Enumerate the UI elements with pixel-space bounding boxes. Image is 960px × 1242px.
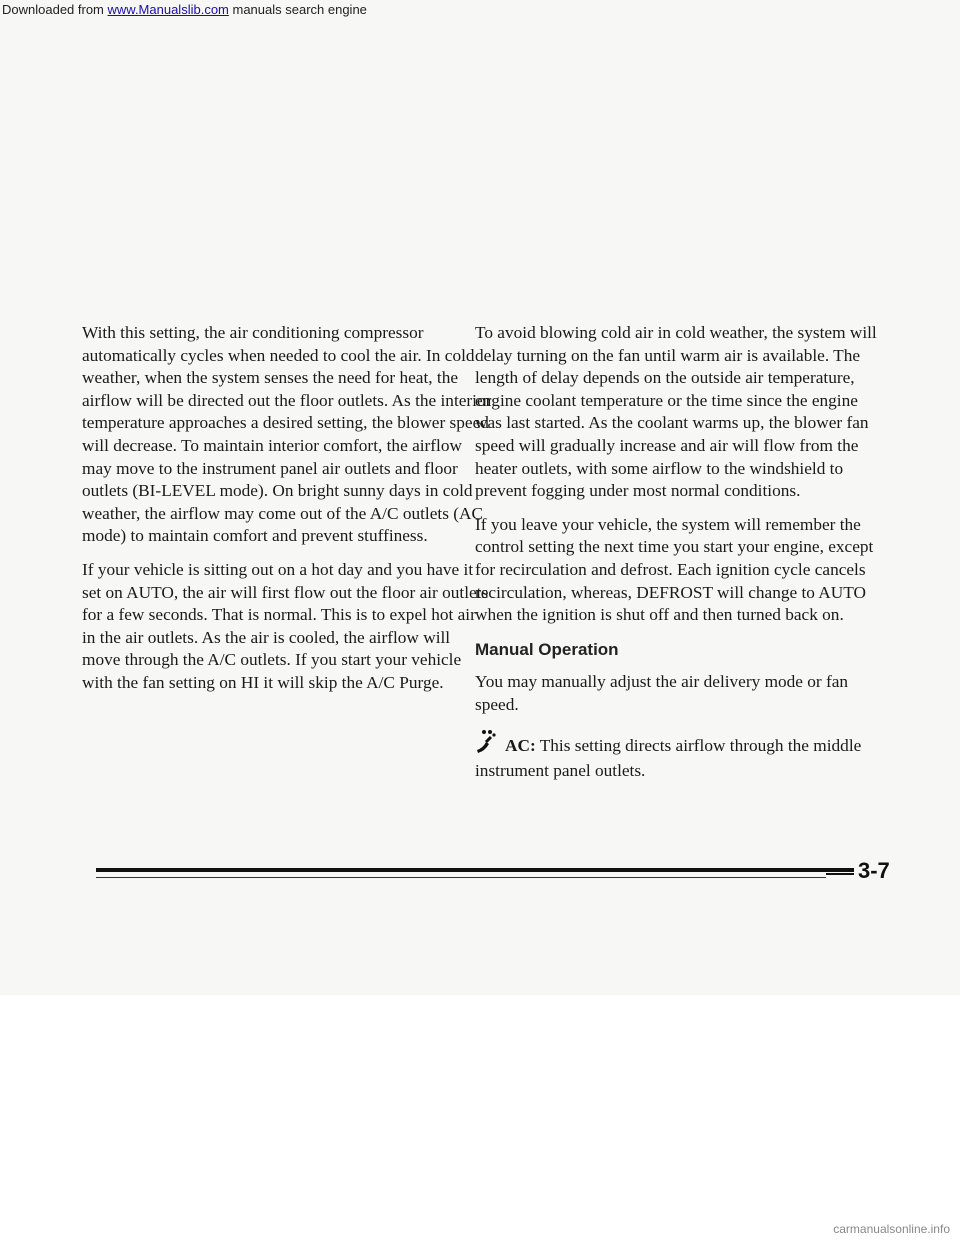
page-margin xyxy=(0,995,960,1242)
ac-description: This setting directs airflow through the middle instrument panel outlets. xyxy=(475,735,862,781)
paragraph-hot-day: If your vehicle is sitting out on a hot day and you have it set on AUTO, the air will first flow out the floor air outlets for a few seconds. That is normal. This is to expel hot air in the air outlets. As the air is cooled, the airflow will move through the A/C outlets. If you start your vehicle with the fan setting on HI it will skip the A/C Purge. xyxy=(82,559,489,692)
ac-vent-icon xyxy=(475,728,497,761)
footer-rule-end xyxy=(826,873,854,875)
footer-watermark: carmanualsonline.info xyxy=(833,1222,950,1236)
paragraph-cold-weather: To avoid blowing cold air in cold weather, the system will delay turning on the fan until warm air is available. The length of delay depends on the outside air temperature, engine coolant temperature or the time since the engine was last started. As the coolant warms up, the blower fan speed will gradually increase and air will flow from the heater outlets, with some airflow to the windshield to prevent fogging under most normal conditions. xyxy=(475,323,877,501)
footer-rule-thin xyxy=(96,877,826,878)
paragraph-memory: If you leave your vehicle, the system will remember the control setting the next time you start your engine, except for recirculation and defrost. Each ignition cycle cancels recirculation, whereas, DEFROST will change to AUTO when the ignition is shut off and then turned back on. xyxy=(475,514,874,625)
header-suffix: manuals search engine xyxy=(228,2,367,17)
page-number: 3-7 xyxy=(858,858,890,883)
section-heading: Manual Operation xyxy=(475,639,619,659)
left-column xyxy=(82,322,492,706)
download-header xyxy=(0,0,960,20)
ac-term: AC: xyxy=(505,735,536,755)
right-column xyxy=(475,322,887,794)
footer-rule-thick xyxy=(96,868,854,872)
header-prefix: Downloaded from xyxy=(2,2,108,17)
manualslib-link[interactable]: www.Manualslib.com xyxy=(107,2,229,17)
paragraph-manual: You may manually adjust the air delivery mode or fan speed. xyxy=(475,672,849,714)
paragraph-ac-mode xyxy=(475,728,887,783)
paragraph-auto-setting: With this setting, the air conditioning compressor automatically cycles when needed to cool the air. In cold weather, when the system senses the need for heat, the airflow will be directed out the floor outlets. As the interior temperature approaches a desired setting, the blower speed will decrease. To maintain interior comfort, the airflow may move to the instrument panel air outlets and floor outlets (BI-LEVEL mode). On bright sunny days in cold weather, the airflow may come out of the A/C outlets (AC mode) to maintain comfort and prevent stuffiness. xyxy=(82,323,492,546)
